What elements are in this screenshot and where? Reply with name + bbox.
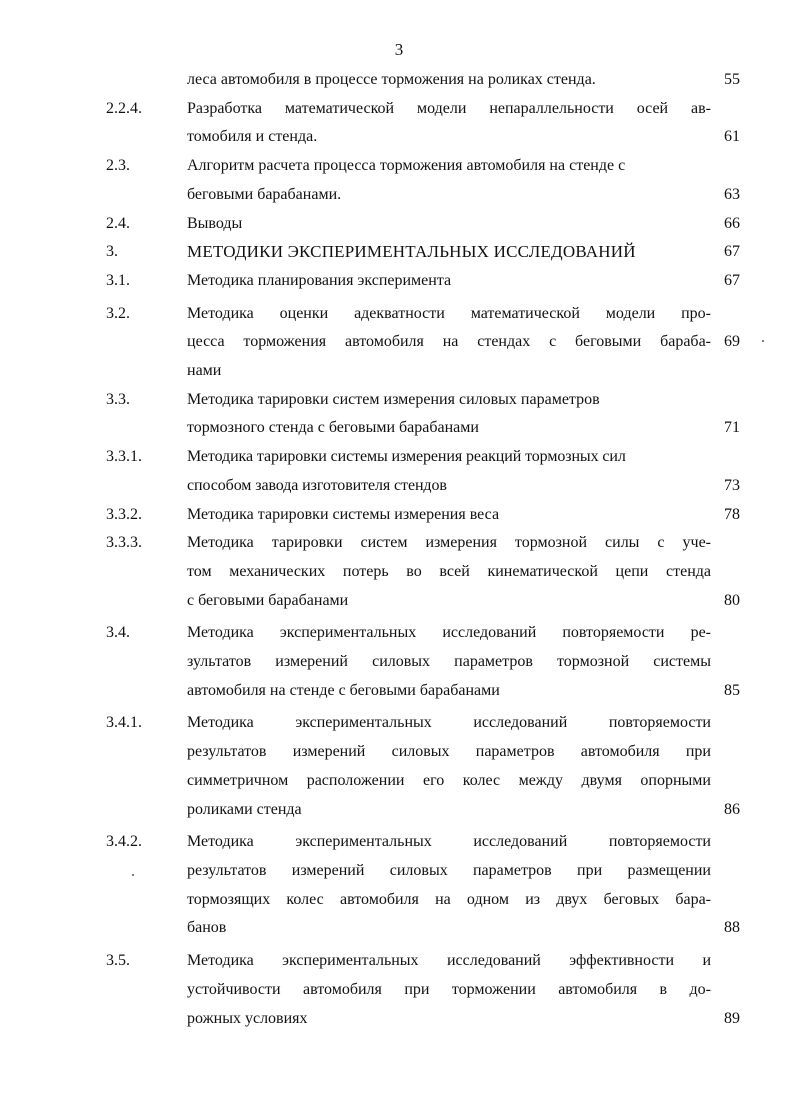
toc-chapter-heading bbox=[0, 238, 798, 267]
toc-entry-title: Методика экспериментальных исследований повторяемости результатов измерений силовых параметров при размещении тормозящих колес автомобиля на одном из двух беговых бара- банов bbox=[187, 833, 711, 937]
toc-entry-number: 3.4. bbox=[106, 624, 130, 642]
toc-entry-title: Методика экспериментальных исследований повторяемости результатов измерений силовых параметров автомобиля при симметричном расположении его колес между двумя опорными роликами стенда bbox=[187, 714, 711, 818]
toc-entry-title: Методика тарировки системы измерения веса bbox=[187, 505, 500, 523]
toc-entry-title: Методика тарировки систем измерения тормозной силы с уче- том механических потерь во всей кинематической цепи стенда с беговыми барабанами bbox=[187, 534, 711, 609]
toc-entry bbox=[0, 267, 798, 296]
toc-entry bbox=[0, 501, 798, 530]
toc-entry-number: 3.3.1. bbox=[106, 448, 142, 466]
toc-entry-title: Разработка математической модели непараллельности осей ав- томобиля и стенда. bbox=[187, 99, 711, 146]
toc-entry bbox=[0, 529, 798, 615]
toc-entry-number: 2.3. bbox=[106, 157, 130, 175]
toc-entry-page: 85 bbox=[724, 681, 740, 699]
toc-entry bbox=[0, 443, 798, 500]
toc-entry-number: 3.3.3. bbox=[106, 534, 142, 552]
toc-entry-number: 3.3. bbox=[106, 390, 130, 408]
toc-entry-number: 3. bbox=[106, 243, 118, 261]
toc-entry bbox=[0, 210, 798, 239]
toc-entry-page: 61 bbox=[724, 128, 740, 146]
toc-entry bbox=[0, 947, 798, 1033]
toc-entry bbox=[0, 300, 798, 386]
toc-entry-title: МЕТОДИКИ ЭКСПЕРИМЕНТАЛЬНЫХ ИССЛЕДОВАНИЙ bbox=[187, 242, 636, 262]
scan-speck bbox=[132, 874, 134, 876]
toc-entry-page: 67 bbox=[724, 243, 740, 261]
page-number: 3 bbox=[394, 40, 404, 59]
toc-entry-title: Методика экспериментальных исследований эффективности и устойчивости автомобиля при торможении автомобиля в до- рожных условиях bbox=[187, 952, 711, 1027]
toc-entry-number: 3.1. bbox=[106, 271, 130, 289]
toc-entry-page: 89 bbox=[724, 1009, 740, 1027]
toc-entry-number: 3.4.1. bbox=[106, 714, 142, 732]
toc-entry bbox=[0, 152, 798, 209]
toc-entry-page: 55 bbox=[724, 71, 740, 88]
toc-entry-page: 80 bbox=[724, 591, 740, 609]
toc-entry-number: 2.2.4. bbox=[106, 99, 142, 117]
table-of-contents bbox=[0, 66, 798, 1033]
toc-entry-page: 66 bbox=[724, 214, 740, 232]
toc-entry-page: 78 bbox=[724, 505, 740, 523]
toc-entry-title: Выводы bbox=[187, 214, 243, 232]
toc-entry-page: 63 bbox=[724, 185, 740, 203]
toc-entry bbox=[0, 386, 798, 443]
toc-entry-title: Методика тарировки систем измерения силовых параметров тормозного стенда с беговыми барабанами bbox=[187, 390, 600, 437]
toc-entry-title: Методика оценки адекватности математической модели про- цесса торможения автомобиля на стендах с беговыми бараба- нами bbox=[187, 304, 711, 380]
toc-entry bbox=[0, 66, 798, 95]
toc-entry-page: 69 bbox=[724, 333, 740, 351]
toc-entry-page: 67 bbox=[724, 271, 740, 289]
toc-entry-title: Методика планирования эксперимента bbox=[187, 271, 452, 289]
toc-entry bbox=[0, 709, 798, 824]
toc-entry-number: 3.4.2. bbox=[106, 833, 142, 851]
toc-entry-number: 3.3.2. bbox=[106, 505, 142, 523]
toc-entry-title: Методика экспериментальных исследований повторяемости ре- зультатов измерений силовых параметров тормозной системы автомобиля на стенде с беговыми барабанами bbox=[187, 624, 711, 699]
toc-entry-number: 2.4. bbox=[106, 214, 130, 232]
toc-entry-number: 3.5. bbox=[106, 952, 130, 970]
toc-entry-title: Методика тарировки системы измерения реакций тормозных сил способом завода изготовителя стендов bbox=[187, 448, 626, 494]
toc-entry-page: 73 bbox=[724, 476, 740, 494]
toc-entry bbox=[0, 95, 798, 152]
toc-entry bbox=[0, 619, 798, 705]
toc-entry-number: 3.2. bbox=[106, 304, 130, 322]
toc-entry-page: 86 bbox=[724, 800, 740, 818]
toc-entry-page: 88 bbox=[724, 919, 740, 937]
toc-entry-page: 71 bbox=[724, 419, 740, 437]
toc-entry-title: леса автомобиля в процессе торможения на роликах стенда. bbox=[187, 71, 596, 88]
scan-speck bbox=[762, 340, 764, 342]
toc-entry-title: Алгоритм расчета процесса торможения автомобиля на стенде с беговыми барабанами. bbox=[187, 157, 626, 203]
toc-entry bbox=[0, 828, 798, 943]
